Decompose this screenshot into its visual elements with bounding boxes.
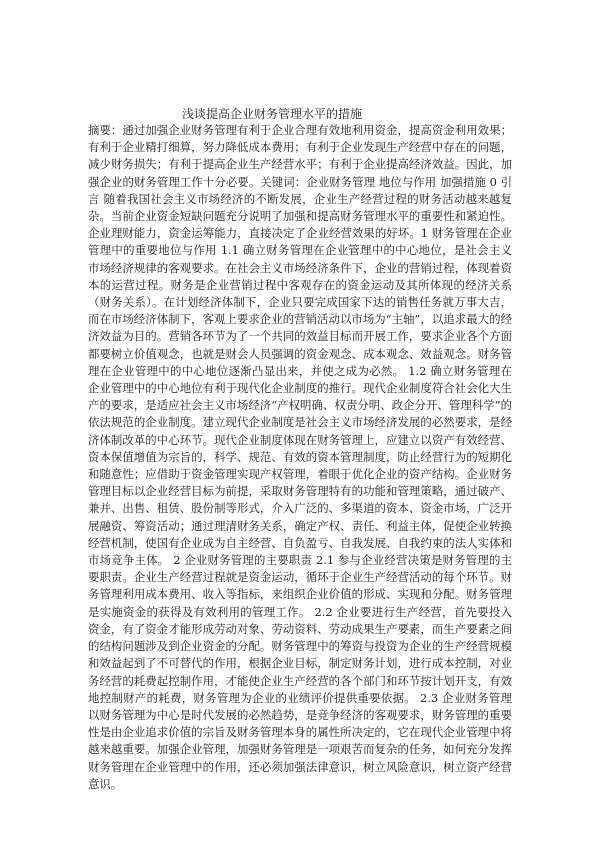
document-body-text: 摘要：通过加强企业财务管理有利于企业合理有效地利用资金，提高资金利用效果；有利于企业精打细算，努力降低成本费用；有利于企业发现生产经营中存在的问题，减少财务损失；有利于提高企业生产经营水平；有利于企业提高经济效益。因此，加强企业的财务管理工作十分必要。关键词：企业财务管理 地位与作用 加强措施 0 引言 随着我国社会主义市场经济的不断发展，企业生产经营过程的财务活动越来越复杂。当前企业资金短缺问题充分说明了加强和提高财务管理水平的重要性和紧迫性。企业理财能力，资金运筹能力，直接决定了企业经营效果的好坏。1 财务管理在企业管理中的重要地位与作用 1.1 确立财务管理在企业管理中的中心地位，是社会主义市场经济规律的客观要求。在社会主义市场经济条件下，企业的营销过程，体现着资本的运营过程。财务是企业营销过程中客观存在的资金运动及其所体现的经济关系（财务关系）。在计划经济体制下，企业只要完成国家下达的销售任务就万事大吉，而在市场经济体制下，客观上要求企业的营销活动以市场为“主轴”，以追求最大的经济效益为目的。营销各环节为了一个共同的效益目标而开展工作，要求企业各个方面都要树立价值观念，也就是财会人员强调的资金观念、成本观念、效益观念。财务管理在企业管理中的中心地位逐渐凸显出来，并使之成为必然。 1.2 确立财务管理在企业管理中的中心地位有利于现代化企业制度的推行。现代企业制度符合社会化大生产的要求，是适应社会主义市场经济“产权明确、权责分明、政企分开、管理科学”的依法规范的企业制度。建立现代企业制度是社会主义市场经济发展的必然要求，是经济体制改革的中心环节。现代企业制度体现在财务管理上，应建立以资产有效经营、资本保值增值为宗旨的，科学、规范、有效的资本管理制度，防止经营行为的短期化和随意性；应借助于资金管理实现产权管理，着眼于优化企业的资产结构。企业财务管理目标以企业经营目标为前提，采取财务管理特有的功能和管理策略，通过破产、兼并、出售、租赁、股份制等形式，介入广泛的、多渠道的资本、资金市场，广泛开展融资、筹资活动；通过理清财务关系，确定产权、责任、利益主体，促使企业转换经营机制，使国有企业成为自主经营、自负盈亏、自我发展、自我约束的法人实体和市场竞争主体。 2 企业财务管理的主要职责 2.1 参与企业经营决策是财务管理的主要职责。企业生产经营过程就是资金运动，循环于企业生产经营活动的每个环节。财务管理利用成本费用、收入等指标，来组织企业价值的形成、实现和分配。财务管理是实施资金的获得及有效利用的管理工作。 2.2 企业要进行生产经营，首先要投入资金，有了资金才能形成劳动对象、劳动资料、劳动成果生产要素，而生产要素之间的结构问题涉及到企业资金的分配。财务管理中的筹资与投资为企业的生产经营规模和效益起到了不可替代的作用，根据企业目标，制定财务计划，进行成本控制，对业务经营的耗费起控制作用，才能使企业生产经营的各个部门和环节按计划开支，有效地控制财产的耗费，财务管理为企业的业绩评价提供重要依据。 2.3 企业财务管理以财务管理为中心是时代发展的必然趋势，是竞争经济的客观要求，财务管理的重要性是由企业追求价值的宗旨及财务管理本身的属性所决定的，它在现代企业管理中将越来越重要。加强企业管理，加强财务管理是一项艰苦而复杂的任务，如何充分发挥财务管理在企业管理中的作用，还必须加强法律意识，树立风险意识，树立资产经营意识。: [88, 123, 512, 791]
document-title: 浅谈提高企业财务管理水平的措施: [182, 107, 363, 121]
